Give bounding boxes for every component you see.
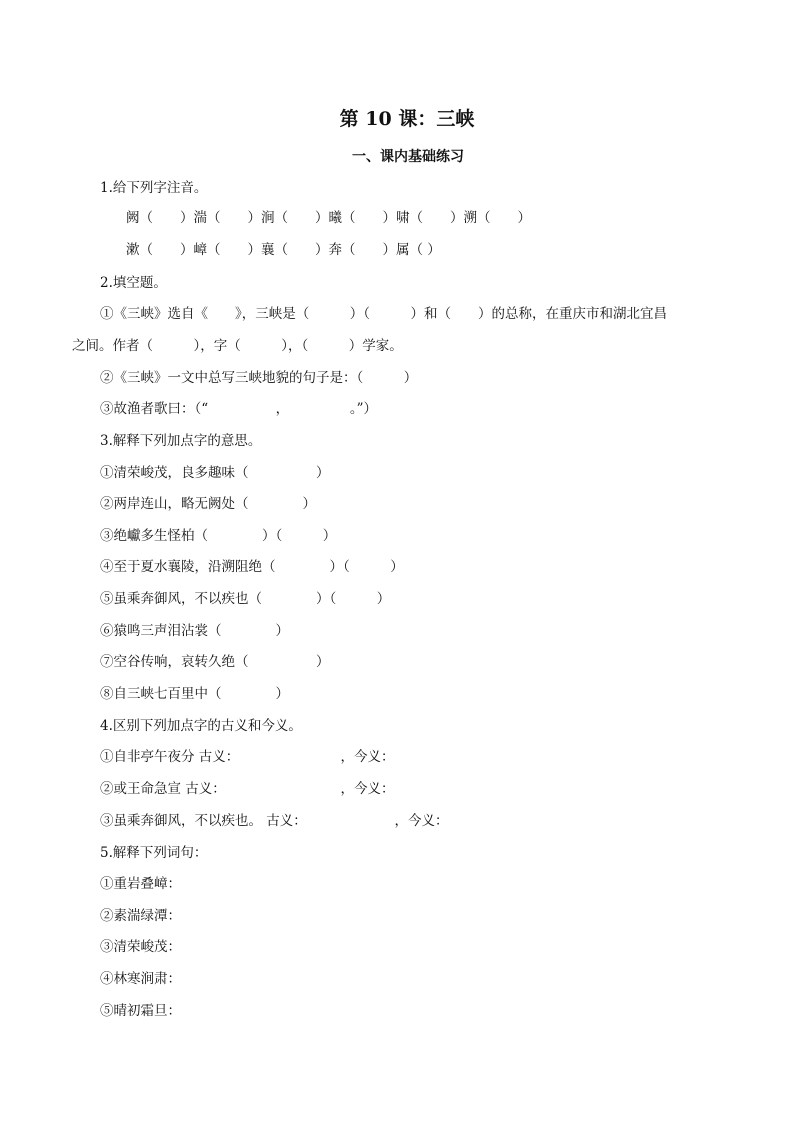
exercise-line: 2.填空题。 [100, 275, 167, 291]
exercise-line: 5.解释下列词句： [100, 845, 208, 861]
exercise-line: ⑦空谷传响，哀转久绝（ ） [100, 654, 330, 670]
exercise-line: 之间。作者（ ），字（ ），（ ）学家。 [72, 338, 403, 354]
exercise-line: ③虽乘奔御风，不以疾也。 古义： ，今义： [100, 813, 449, 829]
exercise-line: 漱（ ）嶂（ ）襄（ ）奔（ ）属（ ） [126, 242, 441, 258]
section-heading: 一、课内基础练习 [352, 149, 464, 165]
exercise-line: ③绝巘多生怪柏（ ）（ ） [100, 528, 337, 544]
page-title: 第 10 课：三峡 [339, 108, 475, 130]
exercise-line: 阙（ ）湍（ ）涧（ ）曦（ ）啸（ ）溯（ ） [126, 210, 531, 226]
exercise-line: 1.给下列字注音。 [100, 180, 208, 196]
exercise-line: ②两岸连山，略无阙处（ ） [100, 496, 316, 512]
exercise-line: ⑧自三峡七百里中（ ） [100, 686, 289, 702]
exercise-line: ④至于夏水襄陵，沿溯阻绝（ ）（ ） [100, 559, 404, 575]
exercise-line: ①《三峡》选自《 》，三峡是（ ）（ ）和（ ）的总称，在重庆市和湖北宜昌 [100, 306, 667, 322]
exercise-line: ③清荣峻茂： [100, 939, 181, 955]
exercise-line: ③故渔者歌曰：（“ ， 。”） [100, 401, 378, 417]
exercise-line: ①自非亭午夜分 古义： ，今义： [100, 749, 395, 765]
exercise-line: ②素湍绿潭： [100, 908, 181, 924]
exercise-line: ⑤晴初霜旦： [100, 1003, 181, 1019]
exercise-line: ⑥猿鸣三声泪沾裳（ ） [100, 623, 289, 639]
exercise-line: ⑤虽乘奔御风，不以疾也（ ）（ ） [100, 591, 391, 607]
exercise-line: 4.区别下列加点字的古义和今义。 [100, 718, 302, 734]
exercise-line: ①清荣峻茂，良多趣味（ ） [100, 465, 330, 481]
exercise-line: ④林寒涧肃： [100, 971, 181, 987]
exercise-line: ①重岩叠嶂： [100, 876, 181, 892]
exercise-line: 3.解释下列加点字的意思。 [100, 433, 262, 449]
exercise-line: ②或王命急宣 古义： ，今义： [100, 781, 395, 797]
exercise-line: ②《三峡》一文中总写三峡地貌的句子是：（ ） [100, 370, 418, 386]
